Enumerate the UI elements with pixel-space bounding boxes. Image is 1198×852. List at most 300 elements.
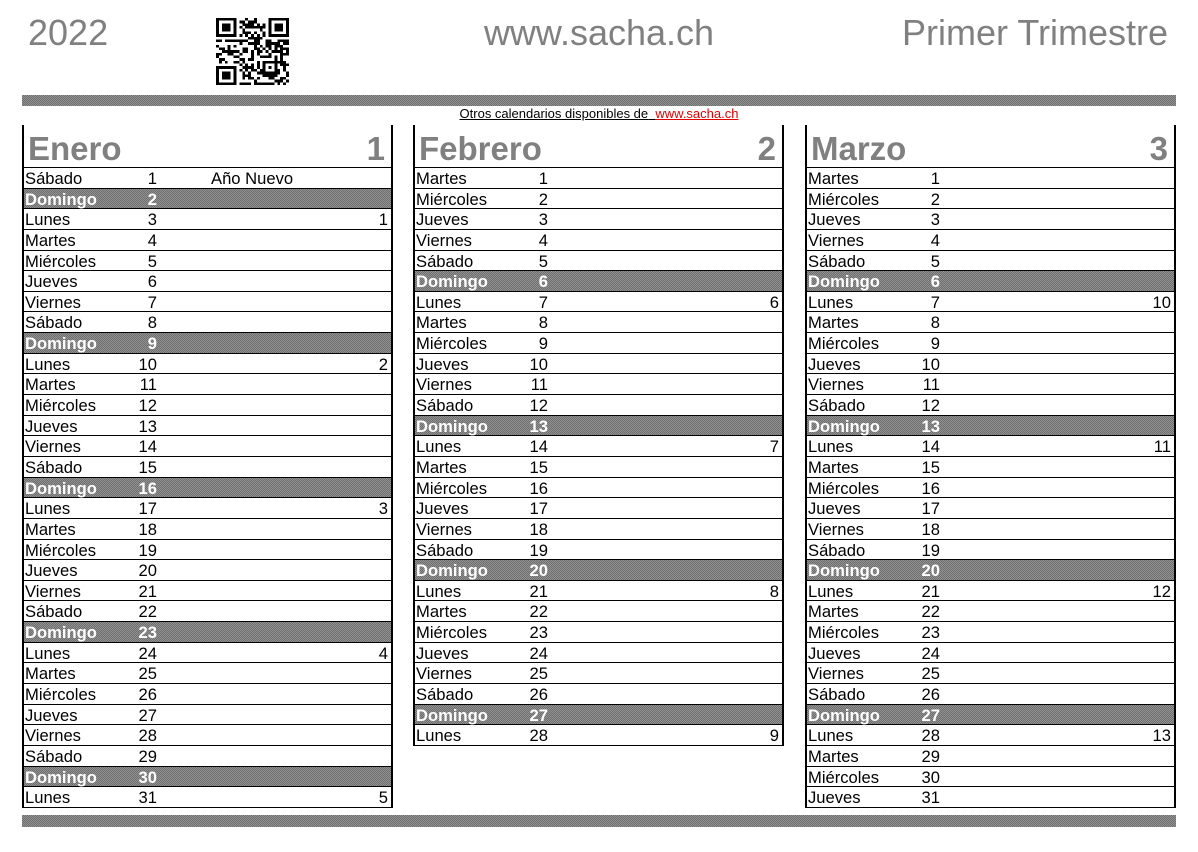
weekday-label: Jueves — [25, 561, 78, 581]
weekday-label: Sábado — [25, 457, 83, 477]
day-number: 10 — [138, 354, 157, 374]
weekday-label: Jueves — [25, 416, 78, 436]
day-number: 26 — [138, 685, 157, 705]
sunday-row — [807, 271, 1174, 292]
day-row — [24, 498, 391, 519]
day-number: 22 — [138, 602, 157, 622]
website-title: www.sacha.ch — [483, 12, 715, 53]
day-row — [807, 787, 1174, 808]
weekday-label: Martes — [25, 519, 76, 539]
day-number: 23 — [138, 623, 157, 643]
day-number: 19 — [921, 540, 940, 560]
weekday-label: Sábado — [25, 313, 83, 333]
day-number: 4 — [538, 230, 548, 250]
day-row — [415, 251, 782, 272]
weekday-label: Lunes — [25, 354, 71, 374]
day-number: 20 — [138, 561, 157, 581]
weekday-label: Jueves — [808, 788, 861, 808]
day-row — [24, 643, 391, 664]
weekday-label: Domingo — [416, 272, 488, 292]
day-row — [415, 498, 782, 519]
day-row — [415, 230, 782, 251]
weekday-label: Viernes — [416, 664, 472, 684]
day-number: 11 — [922, 375, 940, 395]
day-number: 2 — [147, 189, 157, 209]
day-number: 3 — [930, 210, 940, 230]
day-row — [807, 601, 1174, 622]
week-number: 11 — [1153, 437, 1171, 457]
weekday-label: Domingo — [25, 334, 97, 354]
day-row — [807, 395, 1174, 416]
week-number: 12 — [1152, 581, 1171, 601]
month-name: Marzo — [811, 130, 907, 167]
day-row — [807, 725, 1174, 746]
day-row — [24, 560, 391, 581]
day-number: 24 — [921, 643, 940, 663]
week-number: 5 — [378, 788, 388, 808]
day-row — [807, 498, 1174, 519]
weekday-label: Jueves — [808, 643, 861, 663]
day-row — [807, 189, 1174, 210]
week-number: 3 — [378, 499, 388, 519]
day-row — [807, 663, 1174, 684]
day-number: 9 — [147, 334, 157, 354]
sunday-row — [415, 271, 782, 292]
day-number: 1 — [147, 169, 157, 188]
day-number: 25 — [529, 664, 548, 684]
day-number: 6 — [538, 272, 548, 292]
day-number: 16 — [529, 478, 548, 498]
week-number: 2 — [378, 354, 388, 374]
weekday-label: Sábado — [808, 396, 866, 416]
day-number: 13 — [529, 416, 548, 436]
month-name: Enero — [28, 130, 122, 167]
day-row — [807, 436, 1174, 457]
day-number: 24 — [138, 643, 157, 663]
day-number: 12 — [529, 396, 548, 416]
day-number: 28 — [529, 726, 548, 746]
day-row — [415, 189, 782, 210]
day-row — [415, 292, 782, 313]
day-row — [24, 271, 391, 292]
day-row — [807, 312, 1174, 333]
day-row — [24, 601, 391, 622]
weekday-label: Viernes — [25, 726, 81, 746]
day-row — [24, 168, 391, 189]
month-header — [24, 125, 391, 168]
day-row — [24, 436, 391, 457]
day-row — [24, 354, 391, 375]
weekday-label: Viernes — [416, 375, 472, 395]
day-number: 6 — [147, 272, 157, 292]
quarter-title: Primer Trimestre — [901, 12, 1168, 53]
day-row — [415, 354, 782, 375]
day-row — [415, 209, 782, 230]
day-number: 7 — [147, 292, 157, 312]
weekday-label: Lunes — [808, 726, 854, 746]
day-row — [415, 725, 782, 746]
day-number: 30 — [921, 767, 940, 787]
day-number: 22 — [529, 602, 548, 622]
weekday-label: Miércoles — [808, 767, 880, 787]
sunday-row — [24, 478, 391, 499]
weekday-label: Sábado — [416, 396, 474, 416]
day-row — [415, 395, 782, 416]
weekday-label: Martes — [808, 457, 859, 477]
day-number: 4 — [930, 230, 940, 250]
weekday-label: Martes — [808, 313, 859, 333]
day-row — [415, 333, 782, 354]
day-number: 31 — [921, 788, 940, 808]
day-number: 10 — [529, 354, 548, 374]
weekday-label: Martes — [25, 375, 76, 395]
day-number: 10 — [921, 354, 940, 374]
day-row — [807, 457, 1174, 478]
month-header — [807, 125, 1174, 168]
weekday-label: Jueves — [416, 210, 469, 230]
weekday-label: Domingo — [25, 623, 97, 643]
day-number: 7 — [538, 292, 548, 312]
weekday-label: Lunes — [25, 643, 71, 663]
day-row — [807, 292, 1174, 313]
weekday-label: Viernes — [808, 375, 864, 395]
day-number: 5 — [538, 251, 548, 271]
day-number: 27 — [138, 705, 157, 725]
day-number: 29 — [921, 746, 940, 766]
weekday-label: Miércoles — [808, 334, 880, 354]
sunday-row — [415, 560, 782, 581]
weekday-label: Martes — [808, 169, 859, 188]
sunday-row — [24, 189, 391, 210]
weekday-label: Lunes — [416, 437, 462, 457]
day-number: 23 — [921, 623, 940, 643]
day-row — [415, 457, 782, 478]
day-row — [24, 292, 391, 313]
day-row — [24, 725, 391, 746]
day-number: 8 — [930, 313, 940, 333]
weekday-label: Sábado — [416, 685, 474, 705]
weekday-label: Domingo — [416, 416, 488, 436]
banner-text: Otros calendarios disponibles de — [459, 106, 649, 121]
day-number: 11 — [530, 375, 548, 395]
day-number: 8 — [538, 313, 548, 333]
day-number: 29 — [138, 746, 157, 766]
weekday-label: Domingo — [808, 272, 880, 292]
day-number: 13 — [138, 416, 157, 436]
year-label: 2022 — [28, 12, 109, 53]
day-row — [807, 622, 1174, 643]
day-row — [24, 312, 391, 333]
day-row — [415, 684, 782, 705]
banner — [0, 106, 1198, 122]
day-number: 14 — [529, 437, 548, 457]
day-number: 21 — [921, 581, 940, 601]
day-row — [415, 374, 782, 395]
sunday-row — [24, 622, 391, 643]
weekday-label: Viernes — [25, 437, 81, 457]
weekday-label: Domingo — [25, 478, 97, 498]
day-number: 7 — [930, 292, 940, 312]
day-row — [415, 519, 782, 540]
day-number: 15 — [529, 457, 548, 477]
weekday-label: Lunes — [416, 292, 462, 312]
day-number: 18 — [529, 519, 548, 539]
weekday-label: Viernes — [25, 292, 81, 312]
week-number: 9 — [769, 726, 779, 746]
weekday-label: Miércoles — [808, 623, 880, 643]
day-number: 17 — [921, 499, 940, 519]
day-number: 27 — [529, 705, 548, 725]
day-row — [24, 787, 391, 808]
day-number: 5 — [930, 251, 940, 271]
day-number: 14 — [138, 437, 157, 457]
day-number: 1 — [930, 169, 940, 188]
day-number: 11 — [139, 375, 157, 395]
day-row — [807, 333, 1174, 354]
sunday-row — [807, 705, 1174, 726]
day-number: 8 — [147, 313, 157, 333]
weekday-label: Jueves — [25, 705, 78, 725]
month-column-marzo — [805, 125, 1176, 808]
weekday-label: Miércoles — [25, 396, 97, 416]
weekday-label: Miércoles — [416, 478, 488, 498]
weekday-label: Miércoles — [25, 251, 97, 271]
month-column-enero — [22, 125, 393, 808]
day-row — [807, 746, 1174, 767]
week-number: 8 — [769, 581, 779, 601]
holiday-note: Año Nuevo — [211, 169, 294, 188]
weekday-label: Lunes — [808, 581, 854, 601]
weekday-label: Miércoles — [25, 685, 97, 705]
day-number: 28 — [921, 726, 940, 746]
day-row — [807, 767, 1174, 788]
day-number: 2 — [930, 189, 940, 209]
day-row — [24, 663, 391, 684]
day-row — [24, 705, 391, 726]
weekday-label: Jueves — [808, 354, 861, 374]
day-row — [24, 746, 391, 767]
weekday-label: Domingo — [416, 561, 488, 581]
weekday-label: Miércoles — [808, 478, 880, 498]
weekday-label: Lunes — [25, 499, 71, 519]
weekday-label: Domingo — [25, 767, 97, 787]
day-number: 23 — [529, 623, 548, 643]
day-row — [415, 601, 782, 622]
weekday-label: Sábado — [416, 540, 474, 560]
day-number: 16 — [921, 478, 940, 498]
day-number: 26 — [921, 685, 940, 705]
day-number: 20 — [529, 561, 548, 581]
day-row — [415, 312, 782, 333]
weekday-label: Jueves — [416, 643, 469, 663]
month-header — [415, 125, 782, 168]
weekday-label: Miércoles — [416, 189, 488, 209]
day-row — [24, 457, 391, 478]
weekday-label: Sábado — [808, 251, 866, 271]
day-row — [24, 209, 391, 230]
day-number: 19 — [138, 540, 157, 560]
weekday-label: Domingo — [808, 705, 880, 725]
day-row — [24, 540, 391, 561]
top-divider-bar — [22, 95, 1176, 106]
weekday-label: Martes — [416, 457, 467, 477]
day-number: 17 — [138, 499, 157, 519]
weekday-label: Domingo — [808, 416, 880, 436]
day-number: 15 — [138, 457, 157, 477]
day-number: 17 — [529, 499, 548, 519]
day-number: 24 — [529, 643, 548, 663]
day-number: 14 — [921, 437, 940, 457]
day-number: 16 — [138, 478, 157, 498]
day-number: 9 — [538, 334, 548, 354]
day-row — [24, 230, 391, 251]
day-row — [24, 519, 391, 540]
weekday-label: Miércoles — [416, 334, 488, 354]
weekday-label: Jueves — [808, 499, 861, 519]
day-number: 1 — [538, 169, 548, 188]
sunday-row — [24, 767, 391, 788]
day-number: 31 — [138, 788, 157, 808]
day-number: 20 — [921, 561, 940, 581]
weekday-label: Viernes — [25, 581, 81, 601]
banner-link[interactable]: www.sacha.ch — [655, 106, 739, 121]
sunday-row — [415, 416, 782, 437]
weekday-label: Viernes — [808, 519, 864, 539]
weekday-label: Lunes — [25, 788, 71, 808]
day-number: 13 — [921, 416, 940, 436]
weekday-label: Jueves — [416, 499, 469, 519]
weekday-label: Viernes — [808, 664, 864, 684]
day-number: 15 — [921, 457, 940, 477]
day-row — [415, 663, 782, 684]
weekday-label: Martes — [25, 664, 76, 684]
weekday-label: Lunes — [25, 210, 71, 230]
day-number: 6 — [930, 272, 940, 292]
day-row — [415, 168, 782, 189]
day-row — [415, 622, 782, 643]
day-number: 28 — [138, 726, 157, 746]
day-row — [24, 581, 391, 602]
sunday-row — [415, 705, 782, 726]
day-row — [24, 374, 391, 395]
weekday-label: Domingo — [25, 189, 97, 209]
weekday-label: Miércoles — [25, 540, 97, 560]
day-number: 4 — [147, 230, 157, 250]
week-number: 7 — [769, 437, 779, 457]
day-number: 12 — [921, 396, 940, 416]
week-number: 4 — [378, 643, 388, 663]
week-number: 6 — [769, 292, 779, 312]
day-number: 18 — [138, 519, 157, 539]
weekday-label: Viernes — [416, 230, 472, 250]
week-number: 1 — [378, 210, 388, 230]
month-column-febrero — [413, 125, 784, 746]
weekday-label: Lunes — [808, 437, 854, 457]
day-row — [415, 540, 782, 561]
sunday-row — [807, 416, 1174, 437]
weekday-label: Martes — [416, 602, 467, 622]
bottom-divider-bar — [22, 815, 1176, 827]
day-number: 19 — [529, 540, 548, 560]
day-number: 9 — [930, 334, 940, 354]
sunday-row — [807, 560, 1174, 581]
day-row — [807, 209, 1174, 230]
day-row — [24, 251, 391, 272]
weekday-label: Sábado — [808, 540, 866, 560]
week-number: 10 — [1152, 292, 1171, 312]
day-number: 25 — [138, 664, 157, 684]
day-row — [415, 643, 782, 664]
day-number: 30 — [138, 767, 157, 787]
day-row — [24, 684, 391, 705]
weekday-label: Sábado — [25, 602, 83, 622]
day-row — [415, 581, 782, 602]
month-number: 3 — [1149, 130, 1168, 167]
week-number: 13 — [1152, 726, 1171, 746]
weekday-label: Lunes — [416, 726, 462, 746]
day-row — [807, 354, 1174, 375]
weekday-label: Sábado — [416, 251, 474, 271]
day-number: 21 — [529, 581, 548, 601]
weekday-label: Jueves — [416, 354, 469, 374]
day-number: 27 — [921, 705, 940, 725]
weekday-label: Jueves — [25, 272, 78, 292]
day-number: 22 — [921, 602, 940, 622]
weekday-label: Martes — [808, 602, 859, 622]
day-row — [24, 416, 391, 437]
day-row — [807, 684, 1174, 705]
day-number: 25 — [921, 664, 940, 684]
month-number: 2 — [757, 130, 776, 167]
weekday-label: Martes — [25, 230, 76, 250]
weekday-label: Domingo — [416, 705, 488, 725]
weekday-label: Sábado — [808, 685, 866, 705]
day-number: 21 — [138, 581, 157, 601]
day-number: 5 — [147, 251, 157, 271]
weekday-label: Lunes — [416, 581, 462, 601]
weekday-label: Miércoles — [808, 189, 880, 209]
day-row — [415, 436, 782, 457]
day-row — [807, 581, 1174, 602]
day-number: 26 — [529, 685, 548, 705]
weekday-label: Miércoles — [416, 623, 488, 643]
day-row — [807, 168, 1174, 189]
day-number: 18 — [921, 519, 940, 539]
day-row — [807, 540, 1174, 561]
weekday-label: Viernes — [808, 230, 864, 250]
day-row — [807, 251, 1174, 272]
day-number: 2 — [538, 189, 548, 209]
day-row — [24, 395, 391, 416]
day-number: 3 — [147, 210, 157, 230]
month-name: Febrero — [419, 130, 542, 167]
weekday-label: Martes — [808, 746, 859, 766]
day-number: 12 — [138, 396, 157, 416]
day-row — [807, 478, 1174, 499]
weekday-label: Sábado — [25, 169, 83, 188]
weekday-label: Martes — [416, 169, 467, 188]
weekday-label: Martes — [416, 313, 467, 333]
day-row — [807, 643, 1174, 664]
weekday-label: Viernes — [416, 519, 472, 539]
sunday-row — [24, 333, 391, 354]
weekday-label: Sábado — [25, 746, 83, 766]
day-row — [807, 519, 1174, 540]
day-row — [807, 230, 1174, 251]
weekday-label: Jueves — [808, 210, 861, 230]
day-row — [807, 374, 1174, 395]
day-row — [415, 478, 782, 499]
